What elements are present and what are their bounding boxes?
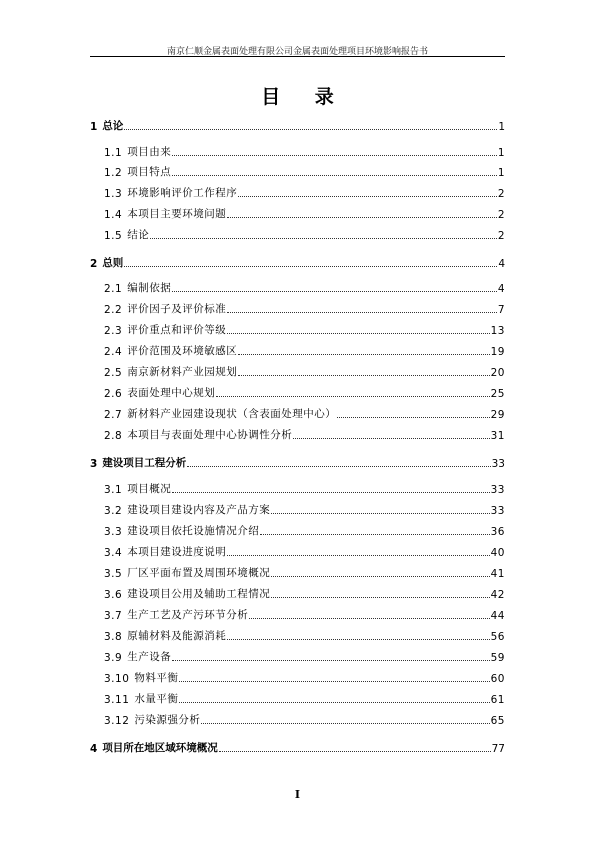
toc-section-entry[interactable] (104, 671, 505, 685)
toc-section-entry[interactable] (104, 482, 505, 496)
toc-entry-number: 3.4 (104, 547, 123, 559)
toc-section-entry[interactable] (104, 386, 505, 400)
toc-dot-leader (293, 438, 489, 439)
toc-entry-number: 3 (90, 458, 98, 470)
toc-entry-title: 新材料产业园建设现状（含表面处理中心） (127, 408, 337, 420)
toc-entry-page: 2 (497, 188, 505, 200)
toc-section-entry[interactable] (104, 608, 505, 622)
toc-entry-title: 建设项目公用及辅助工程情况 (127, 588, 271, 600)
toc-entry-number: 3.3 (104, 526, 123, 538)
toc-entry-page: 25 (490, 388, 505, 400)
toc-section-entry[interactable] (104, 344, 505, 358)
toc-entry-page: 4 (497, 283, 505, 295)
toc-entry-title: 项目概况 (127, 483, 172, 495)
toc-entry-title: 项目由来 (127, 146, 172, 158)
toc-entry-number: 2.2 (104, 304, 123, 316)
toc-entry-number: 1.1 (104, 147, 123, 159)
toc-dot-leader (172, 175, 497, 176)
toc-dot-leader (124, 266, 497, 267)
toc-dot-leader (337, 417, 489, 418)
toc-dot-leader (219, 751, 491, 752)
toc-entry-page: 40 (490, 547, 505, 559)
toc-entry-title: 建设项目依托设施情况介绍 (127, 525, 260, 537)
toc-dot-leader (179, 702, 489, 703)
toc-entry-page: 13 (490, 325, 505, 337)
running-header: 南京仁顺金属表面处理有限公司金属表面处理项目环境影响报告书 (166, 47, 428, 57)
toc-entry-title: 水量平衡 (134, 693, 179, 705)
toc-dot-leader (179, 681, 489, 682)
toc-section-entry[interactable] (104, 407, 505, 421)
toc-entry-page: 1 (497, 147, 505, 159)
toc-entry-page: 19 (490, 346, 505, 358)
toc-entry-number: 3.11 (104, 694, 130, 706)
toc-entry-title: 物料平衡 (134, 672, 179, 684)
toc-entry-page: 60 (490, 673, 505, 685)
toc-entry-number: 1.5 (104, 230, 123, 242)
toc-entry-page: 56 (490, 631, 505, 643)
toc-entry-number: 2 (90, 258, 98, 270)
toc-entry-page: 33 (490, 505, 505, 517)
toc-entry-page: 59 (490, 652, 505, 664)
toc-entry-page: 7 (497, 304, 505, 316)
toc-entry-title: 原辅材料及能源消耗 (127, 630, 227, 642)
toc-section-entry[interactable] (104, 145, 505, 159)
toc-entry-title: 表面处理中心规划 (127, 387, 216, 399)
toc-entry-title: 总则 (102, 257, 124, 269)
toc-section-entry[interactable] (104, 165, 505, 179)
toc-section-entry[interactable] (104, 428, 505, 442)
toc-section-entry[interactable] (104, 650, 505, 664)
toc-dot-leader (172, 660, 489, 661)
toc-section-entry[interactable] (104, 207, 505, 221)
toc-dot-leader (216, 396, 489, 397)
toc-entry-number: 4 (90, 743, 98, 755)
toc-entry-number: 1.2 (104, 167, 123, 179)
toc-entry-number: 2.4 (104, 346, 123, 358)
toc-section-entry[interactable] (104, 302, 505, 316)
toc-dot-leader (187, 466, 490, 467)
toc-dot-leader (172, 492, 489, 493)
toc-entry-number: 3.12 (104, 715, 130, 727)
toc-entry-number: 3.9 (104, 652, 123, 664)
toc-entry-title: 南京新材料产业园规划 (127, 366, 238, 378)
toc-entry-page: 2 (497, 209, 505, 221)
toc-chapter-entry[interactable] (90, 741, 505, 755)
toc-entry-title: 本项目主要环境问题 (127, 208, 227, 220)
toc-section-entry[interactable] (104, 524, 505, 538)
header-divider (90, 56, 505, 57)
toc-entry-number: 3.8 (104, 631, 123, 643)
toc-entry-title: 总论 (102, 120, 124, 132)
toc-entry-title: 项目特点 (127, 166, 172, 178)
toc-section-entry[interactable] (104, 503, 505, 517)
toc-entry-number: 3.1 (104, 484, 123, 496)
toc-section-entry[interactable] (104, 186, 505, 200)
page-title: 目 录 (261, 86, 348, 108)
toc-entry-title: 建设项目建设内容及产品方案 (127, 504, 271, 516)
toc-section-entry[interactable] (104, 365, 505, 379)
toc-dot-leader (238, 196, 497, 197)
page-number: I (294, 788, 301, 801)
toc-entry-title: 建设项目工程分析 (102, 457, 187, 469)
toc-entry-page: 20 (490, 367, 505, 379)
toc-section-entry[interactable] (104, 228, 505, 242)
toc-entry-page: 33 (491, 458, 505, 470)
toc-dot-leader (172, 155, 497, 156)
toc-entry-title: 本项目与表面处理中心协调性分析 (127, 429, 293, 441)
toc-entry-page: 42 (490, 589, 505, 601)
toc-section-entry[interactable] (104, 629, 505, 643)
toc-entry-number: 3.10 (104, 673, 130, 685)
toc-dot-leader (227, 555, 489, 556)
toc-section-entry[interactable] (104, 587, 505, 601)
toc-chapter-entry[interactable] (90, 256, 505, 270)
toc-entry-page: 36 (490, 526, 505, 538)
toc-dot-leader (271, 576, 489, 577)
toc-entry-title: 项目所在地区域环境概况 (102, 742, 218, 754)
toc-dot-leader (124, 129, 497, 130)
toc-entry-page: 2 (497, 230, 505, 242)
toc-section-entry[interactable] (104, 323, 505, 337)
toc-entry-number: 3.6 (104, 589, 123, 601)
toc-dot-leader (227, 333, 489, 334)
toc-entry-number: 2.5 (104, 367, 123, 379)
toc-entry-page: 31 (490, 430, 505, 442)
toc-dot-leader (238, 354, 489, 355)
toc-entry-page: 29 (490, 409, 505, 421)
toc-entry-title: 结论 (127, 229, 150, 241)
toc-entry-page: 61 (490, 694, 505, 706)
toc-dot-leader (201, 723, 489, 724)
toc-dot-leader (227, 639, 489, 640)
toc-entry-title: 污染源强分析 (134, 714, 201, 726)
toc-entry-title: 评价因子及评价标准 (127, 303, 227, 315)
toc-entry-number: 1 (90, 121, 98, 133)
toc-entry-number: 1.3 (104, 188, 123, 200)
toc-section-entry[interactable] (104, 566, 505, 580)
toc-entry-page: 4 (498, 258, 505, 270)
toc-dot-leader (227, 217, 497, 218)
toc-chapter-entry[interactable] (90, 119, 505, 133)
toc-dot-leader (260, 534, 489, 535)
toc-dot-leader (249, 618, 489, 619)
toc-entry-title: 本项目建设进度说明 (127, 546, 227, 558)
toc-dot-leader (150, 238, 497, 239)
toc-dot-leader (271, 597, 489, 598)
toc-entry-page: 1 (497, 167, 505, 179)
toc-chapter-entry[interactable] (90, 456, 505, 470)
toc-entry-title: 评价范围及环境敏感区 (127, 345, 238, 357)
toc-entry-page: 41 (490, 568, 505, 580)
toc-entry-title: 编制依据 (127, 282, 172, 294)
toc-entry-page: 33 (490, 484, 505, 496)
toc-entry-title: 厂区平面布置及周围环境概况 (127, 567, 271, 579)
toc-entry-number: 2.3 (104, 325, 123, 337)
toc-entry-title: 生产设备 (127, 651, 172, 663)
toc-entry-page: 1 (498, 121, 505, 133)
toc-entry-page: 44 (490, 610, 505, 622)
toc-dot-leader (172, 291, 497, 292)
toc-entry-number: 2.1 (104, 283, 123, 295)
toc-entry-title: 生产工艺及产污环节分析 (127, 609, 249, 621)
toc-section-entry[interactable] (104, 692, 505, 706)
toc-entry-number: 2.7 (104, 409, 123, 421)
toc-entry-title: 环境影响评价工作程序 (127, 187, 238, 199)
toc-entry-number: 2.8 (104, 430, 123, 442)
toc-entry-page: 77 (491, 743, 505, 755)
toc-entry-title: 评价重点和评价等级 (127, 324, 227, 336)
toc-section-entry[interactable] (104, 545, 505, 559)
toc-entry-number: 3.5 (104, 568, 123, 580)
toc-dot-leader (271, 513, 489, 514)
toc-entry-number: 3.2 (104, 505, 123, 517)
toc-section-entry[interactable] (104, 281, 505, 295)
toc-entry-page: 65 (490, 715, 505, 727)
toc-dot-leader (227, 312, 497, 313)
toc-section-entry[interactable] (104, 713, 505, 727)
toc-dot-leader (238, 375, 489, 376)
toc-entry-number: 1.4 (104, 209, 123, 221)
toc-entry-number: 2.6 (104, 388, 123, 400)
toc-entry-number: 3.7 (104, 610, 123, 622)
